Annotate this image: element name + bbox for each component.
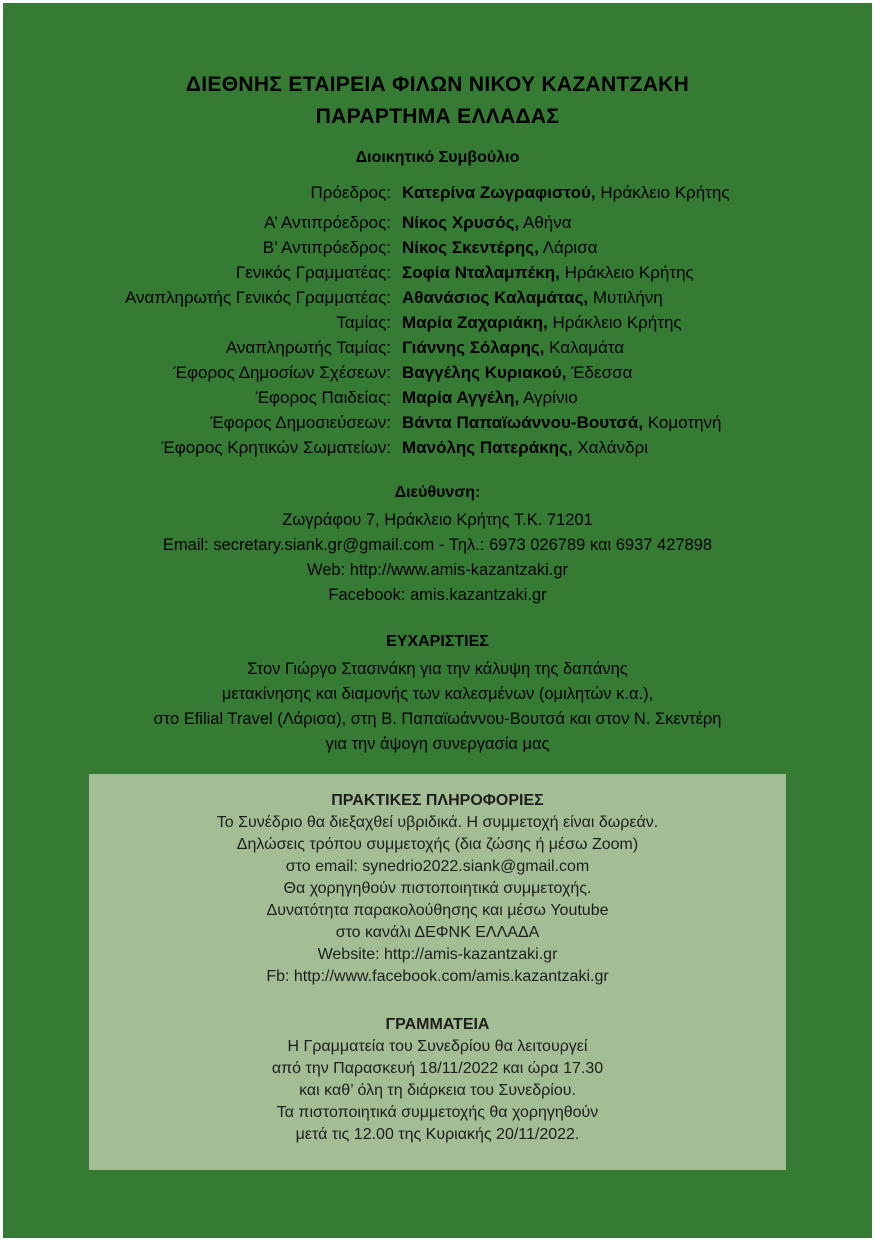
board-member-name: Γιάννης Σόλαρης, <box>402 338 545 357</box>
board-member-place: Έδεσσα <box>566 363 633 382</box>
board-row <box>0 435 875 460</box>
board-member-place: Ηράκλειο Κρήτης <box>559 263 694 282</box>
secretariat-heading: ΓΡΑΜΜΑΤΕΙΑ <box>385 1016 490 1033</box>
practical-line: Το Συνέδριο θα διεξαχθεί υβριδικά. Η συμμετοχή είναι δωρεάν. <box>216 814 659 831</box>
practical-line: στο κανάλι ΔΕΦΝΚ ΕΛΛΑΔΑ <box>335 924 540 941</box>
board-row <box>0 360 875 385</box>
address-heading: Διεύθυνση: <box>394 484 481 501</box>
thanks-heading: ΕΥΧΑΡΙΣΤΙΕΣ <box>386 633 489 650</box>
board-role: Έφορος Κρητικών Σωματείων: <box>161 438 391 457</box>
board-role: Αναπληρωτής Γενικός Γραμματέας: <box>124 288 391 307</box>
board-member-name: Κατερίνα Ζωγραφιστού, <box>402 183 596 202</box>
board-member-place: Λάρισα <box>538 238 598 257</box>
board-row <box>0 335 875 360</box>
board-row <box>0 285 875 310</box>
secretariat-line: Η Γραμματεία του Συνεδρίου θα λειτουργεί <box>287 1038 588 1055</box>
address-web: Web: http://www.amis-kazantzaki.gr <box>306 561 569 579</box>
board-role: Πρόεδρος: <box>310 183 391 202</box>
board-member-place: Μυτιλήνη <box>588 288 663 307</box>
board-role: Α’ Αντιπρόεδρος: <box>264 213 391 232</box>
board-member-name: Αθανάσιος Καλαμάτας, <box>402 288 589 307</box>
secretariat-line: και καθ’ όλη τη διάρκεια του Συνεδρίου. <box>299 1082 576 1099</box>
thanks-line: Στον Γιώργο Στασινάκη για την κάλυψη της δαπάνης <box>247 660 628 678</box>
board-member-place: Αγρίνιο <box>519 388 578 407</box>
address-contact: Email: secretary.siank.gr@gmail.com - Τηλ.: 6973 026789 και 6937 427898 <box>162 536 713 554</box>
practical-line: Fb: http://www.facebook.com/amis.kazantzaki.gr <box>266 968 609 985</box>
board-member-name: Μαρία Αγγέλη, <box>402 388 520 407</box>
board-member-name: Μανόλης Πατεράκης, <box>402 438 573 457</box>
thanks-line: μετακίνησης και διαμονής των καλεσμένων (ομιλητών κ.α.), <box>221 685 654 703</box>
board-member-name: Βαγγέλης Κυριακού, <box>402 363 567 382</box>
board-member-place: Αθήνα <box>519 213 572 232</box>
board-member-place: Χαλάνδρι <box>572 438 649 457</box>
board-member-name: Σοφία Νταλαμπέκη, <box>402 263 560 282</box>
board-heading: Διοικητικό Συμβούλιο <box>355 149 520 166</box>
board-role: Αναπληρωτής Ταμίας: <box>225 338 391 357</box>
secretariat-line: από την Παρασκευή 18/11/2022 και ώρα 17.30 <box>271 1060 604 1077</box>
board-row <box>0 180 875 205</box>
board-role: Γενικός Γραμματέας: <box>235 263 391 282</box>
secretariat-line: μετά τις 12.00 της Κυριακής 20/11/2022. <box>295 1126 580 1143</box>
practical-line: στο email: synedrio2022.siank@gmail.com <box>285 858 590 875</box>
practical-line: Θα χορηγηθούν πιστοποιητικά συμμετοχής. <box>283 880 592 897</box>
board-row <box>0 310 875 335</box>
practical-line: Δηλώσεις τρόπου συμμετοχής (δια ζώσης ή μέσω Zoom) <box>236 836 639 853</box>
board-member-place: Καλαμάτα <box>544 338 625 357</box>
board-member-name: Βάντα Παπαϊωάννου-Βουτσά, <box>402 413 644 432</box>
address-facebook: Facebook: amis.kazantzaki.gr <box>328 586 547 604</box>
board-member-name: Μαρία Ζαχαριάκη, <box>402 313 548 332</box>
board-role: Έφορος Δημοσίων Σχέσεων: <box>173 363 391 382</box>
board-role: Ταμίας: <box>336 313 391 332</box>
board-member-place: Κομοτηνή <box>643 413 722 432</box>
thanks-line: στο Efilial Travel (Λάρισα), στη Β. Παπαϊωάννου-Βουτσά και στον Ν. Σκεντέρη <box>153 710 722 728</box>
board-row <box>0 410 875 435</box>
branch-title: ΠΑΡΑΡΤΗΜΑ ΕΛΛΑΔΑΣ <box>315 105 560 128</box>
address-street: Ζωγράφου 7, Ηράκλειο Κρήτης Τ.Κ. 71201 <box>282 511 593 529</box>
board-role: Έφορος Δημοσιεύσεων: <box>210 413 391 432</box>
info-box <box>89 774 786 1170</box>
board-member-name: Νίκος Χρυσός, <box>402 213 520 232</box>
practical-line: Δυνατότητα παρακολούθησης και μέσω Youtube <box>266 902 609 919</box>
board-row <box>0 385 875 410</box>
board-role: Β’ Αντιπρόεδρος: <box>262 238 391 257</box>
board-role: Έφορος Παιδείας: <box>255 388 391 407</box>
practical-heading: ΠΡΑΚΤΙΚΕΣ ΠΛΗΡΟΦΟΡΙΕΣ <box>331 792 544 809</box>
board-row <box>0 235 875 260</box>
board-member-place: Ηράκλειο Κρήτης <box>595 183 730 202</box>
board-member-name: Νίκος Σκεντέρης, <box>402 238 539 257</box>
secretariat-line: Τα πιστοποιητικά συμμετοχής θα χορηγηθούν <box>276 1104 599 1121</box>
society-title: ΔΙΕΘΝΗΣ ΕΤΑΙΡΕΙΑ ΦΙΛΩΝ ΝΙΚΟΥ ΚΑΖΑΝΤΖΑΚΗ <box>185 73 690 96</box>
board-row <box>0 260 875 285</box>
practical-line: Website: http://amis-kazantzaki.gr <box>317 946 558 963</box>
thanks-line: για την άψογη συνεργασία μας <box>325 735 550 753</box>
board-row <box>0 210 875 235</box>
board-member-place: Ηράκλειο Κρήτης <box>547 313 682 332</box>
